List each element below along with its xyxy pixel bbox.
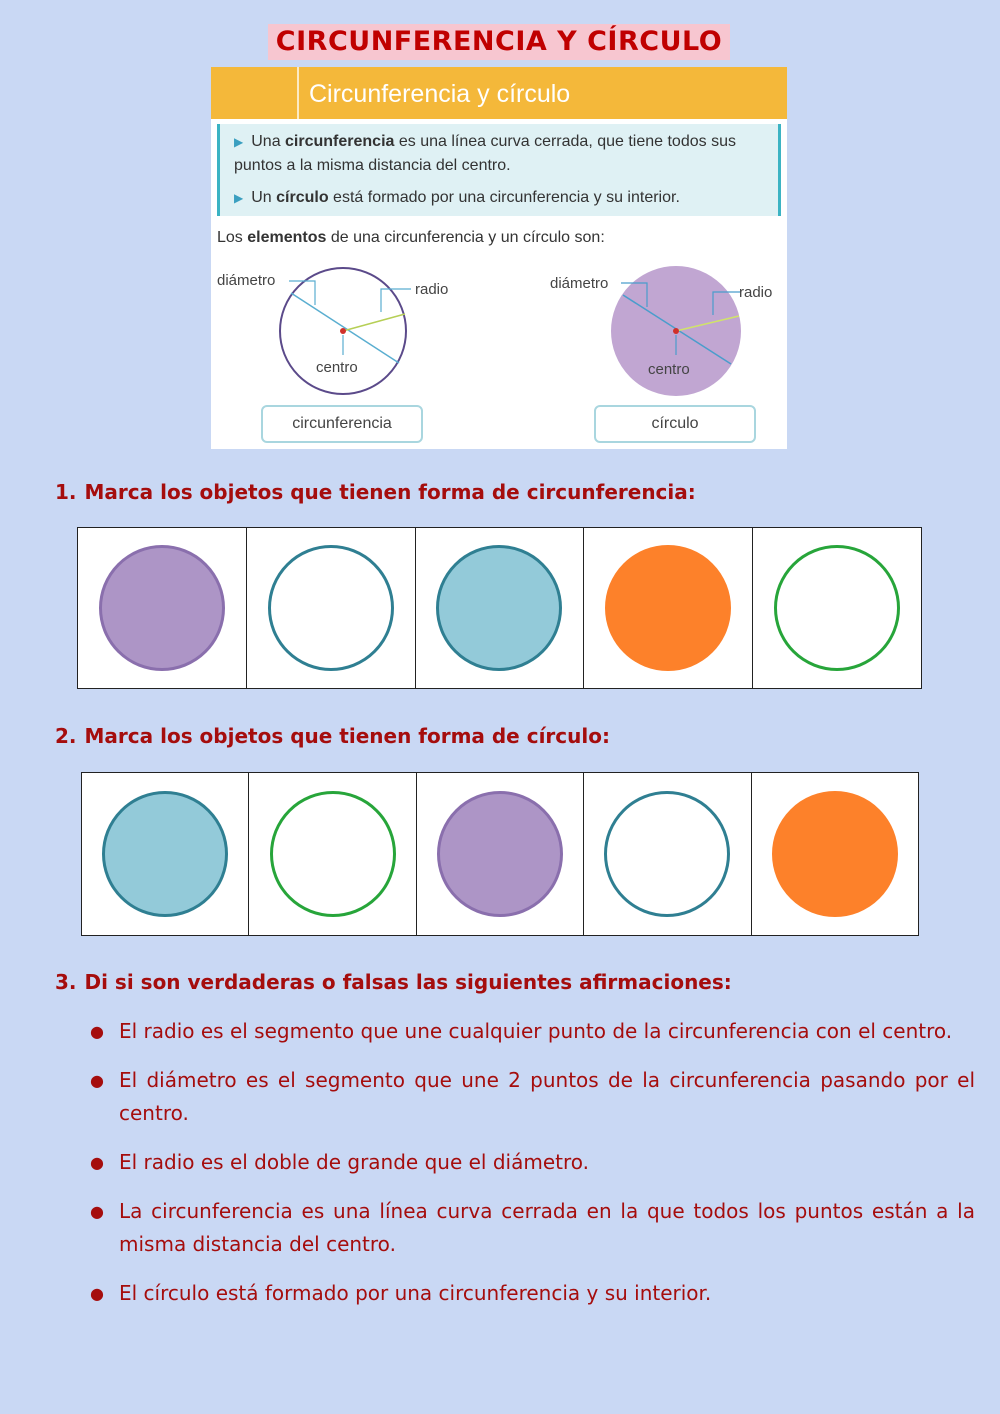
name-box-circle: círculo: [594, 405, 756, 443]
label-diameter-1: diámetro: [217, 272, 276, 289]
question-2-option-3[interactable]: [417, 773, 584, 935]
label-center-2: centro: [648, 361, 690, 378]
triangle-bullet-icon: ▶: [234, 191, 244, 205]
statement-text: El diámetro es el segmento que une 2 puntos de la circunferencia pasando por el centro.: [119, 1068, 975, 1125]
question-1-option-3[interactable]: [416, 528, 585, 688]
question-3-number: 3.: [55, 970, 77, 994]
question-1-number: 1.: [55, 480, 77, 504]
question-1-option-2[interactable]: [247, 528, 416, 688]
statement-item[interactable]: [90, 1064, 975, 1130]
question-2-option-2[interactable]: [249, 773, 416, 935]
label-radius-1: radio: [415, 281, 449, 298]
def2-pre: Un: [251, 189, 277, 206]
statement-text: El radio es el segmento que une cualquier punto de la circunferencia con el centro.: [119, 1019, 953, 1043]
green-outline-circle: [270, 791, 396, 917]
statement-item[interactable]: [90, 1015, 975, 1048]
question-2-number: 2.: [55, 724, 77, 748]
orange-filled-circle: [605, 545, 731, 671]
def1-bold: circunferencia: [285, 133, 395, 150]
info-header-title: Circunferencia y círculo: [309, 80, 571, 108]
question-2-option-1[interactable]: [82, 773, 249, 935]
question-2-text: Marca los objetos que tienen forma de círculo:: [84, 724, 610, 748]
statement-text: La circunferencia es una línea curva cerrada en la que todos los puntos están a la misma distancia del centro.: [119, 1199, 975, 1256]
statement-item[interactable]: [90, 1195, 975, 1261]
question-1-option-4[interactable]: [584, 528, 753, 688]
question-1: [55, 480, 696, 504]
question-2: [55, 724, 610, 748]
label-center-1: centro: [316, 359, 358, 376]
question-2-option-5[interactable]: [752, 773, 918, 935]
bullet-icon: ●: [90, 1284, 104, 1303]
question-1-shape-row: [77, 527, 922, 689]
blue-filled-circle: [102, 791, 228, 917]
elements-pre: Los: [217, 229, 248, 246]
label-radius-2: radio: [739, 284, 773, 301]
label-diameter-2: diámetro: [550, 275, 609, 292]
teal-outline-circle: [268, 545, 394, 671]
bullet-icon: ●: [90, 1153, 104, 1172]
name-box-circumference: circunferencia: [261, 405, 423, 443]
def1-pre: Una: [251, 133, 286, 150]
question-3: [55, 970, 732, 994]
teal-outline-circle: [604, 791, 730, 917]
statement-text: El radio es el doble de grande que el diámetro.: [119, 1150, 589, 1174]
bullet-icon: ●: [90, 1202, 104, 1221]
statement-text: El círculo está formado por una circunferencia y su interior.: [119, 1281, 712, 1305]
purple-filled-circle: [99, 545, 225, 671]
question-3-text: Di si son verdaderas o falsas las siguientes afirmaciones:: [84, 970, 732, 994]
def2-bold: círculo: [276, 189, 329, 206]
blue-filled-circle: [436, 545, 562, 671]
statement-list: [90, 1015, 975, 1326]
elements-post: de una circunferencia y un círculo son:: [326, 229, 605, 246]
statement-item[interactable]: [90, 1277, 975, 1310]
info-box: [211, 67, 787, 449]
triangle-bullet-icon: ▶: [234, 135, 244, 149]
question-1-text: Marca los objetos que tienen forma de circunferencia:: [84, 480, 696, 504]
orange-filled-circle: [772, 791, 898, 917]
def2-post: está formado por una circunferencia y su interior.: [328, 189, 680, 206]
question-1-option-1[interactable]: [78, 528, 247, 688]
purple-filled-circle: [437, 791, 563, 917]
question-1-option-5[interactable]: [753, 528, 921, 688]
def1-post: es una línea curva cerrada, que tiene todos sus puntos a la misma distancia del centro.: [234, 133, 736, 174]
elements-bold: elementos: [247, 229, 327, 246]
statement-item[interactable]: [90, 1146, 975, 1179]
bullet-icon: ●: [90, 1071, 104, 1090]
bullet-icon: ●: [90, 1022, 104, 1041]
question-2-shape-row: [81, 772, 919, 936]
elements-diagram: [211, 67, 787, 449]
question-2-option-4[interactable]: [584, 773, 751, 935]
page-title: CIRCUNFERENCIA Y CÍRCULO: [268, 24, 730, 60]
green-outline-circle: [774, 545, 900, 671]
